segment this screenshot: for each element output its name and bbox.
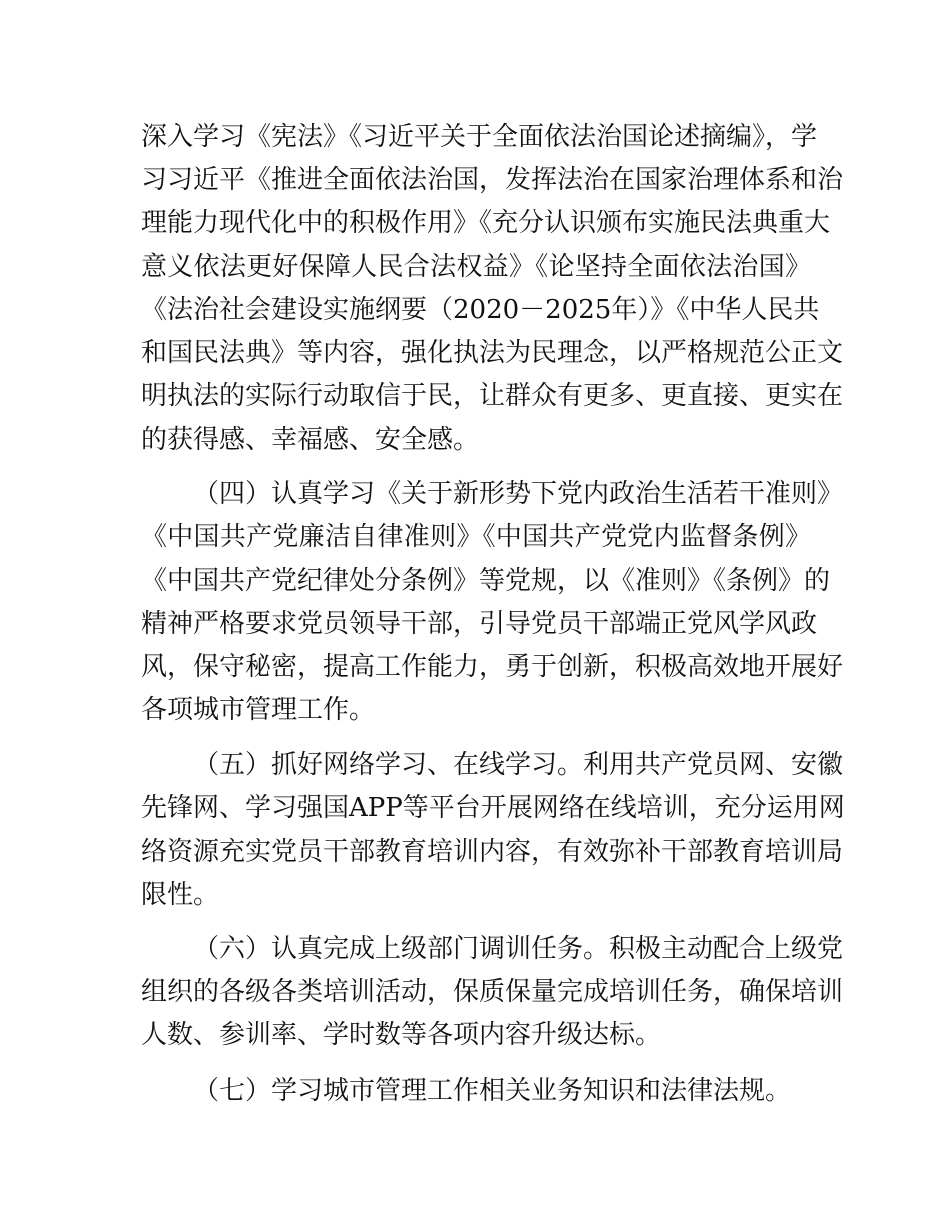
text-line: 意义依法更好保障人民合法权益》《论坚持全面依法治国》	[141, 252, 811, 282]
text-line: 各项城市管理工作。	[141, 695, 376, 725]
text-line: 组织的各级各类培训活动，保质保量完成培训任务，确保培训	[141, 977, 844, 1007]
text-line: 深入学习《宪法》《习近平关于全面依法治国论述摘编》，学	[141, 122, 818, 152]
text-line: 习习近平《推进全面依法治国，发挥法治在国家治理体系和治	[141, 165, 844, 195]
text-line: 精神严格要求党员领导干部，引导党员干部端正党风学风政	[141, 609, 818, 639]
text-line: 风，保守秘密，提高工作能力，勇于创新，积极高效地开展好	[141, 652, 844, 682]
text-line: 《中国共产党纪律处分条例》等党规，以《准则》《条例》的	[141, 566, 831, 596]
text-line: （六）认真完成上级部门调训任务。积极主动配合上级党	[193, 934, 844, 964]
text-line: 《中国共产党廉洁自律准则》《中国共产党党内监督条例》	[141, 522, 811, 552]
text-line: 限性。	[141, 880, 220, 910]
text-line: （五）抓好网络学习、在线学习。利用共产党员网、安徽	[193, 750, 844, 780]
text-line: 理能力现代化中的积极作用》《充分认识颁布实施民法典重大	[141, 208, 831, 238]
text-line: （四）认真学习《关于新形势下党内政治生活若干准则》	[193, 479, 844, 509]
text-line: 《法治社会建设实施纲要（2020－2025年）》《中华人民共	[141, 295, 820, 325]
text-line: 人数、参训率、学时数等各项内容升级达标。	[141, 1020, 662, 1050]
text-line: 和国民法典》等内容，强化执法为民理念，以严格规范公正文	[141, 338, 844, 368]
text-line: 明执法的实际行动取信于民，让群众有更多、更直接、更实在	[141, 381, 844, 411]
text-line: （七）学习城市管理工作相关业务知识和法律法规。	[193, 1076, 792, 1106]
text-line: 络资源充实党员干部教育培训内容，有效弥补干部教育培训局	[141, 837, 844, 867]
text-line: 的获得感、幸福感、安全感。	[141, 425, 480, 455]
text-line: 先锋网、学习强国APP等平台开展网络在线培训，充分运用网	[141, 793, 845, 823]
